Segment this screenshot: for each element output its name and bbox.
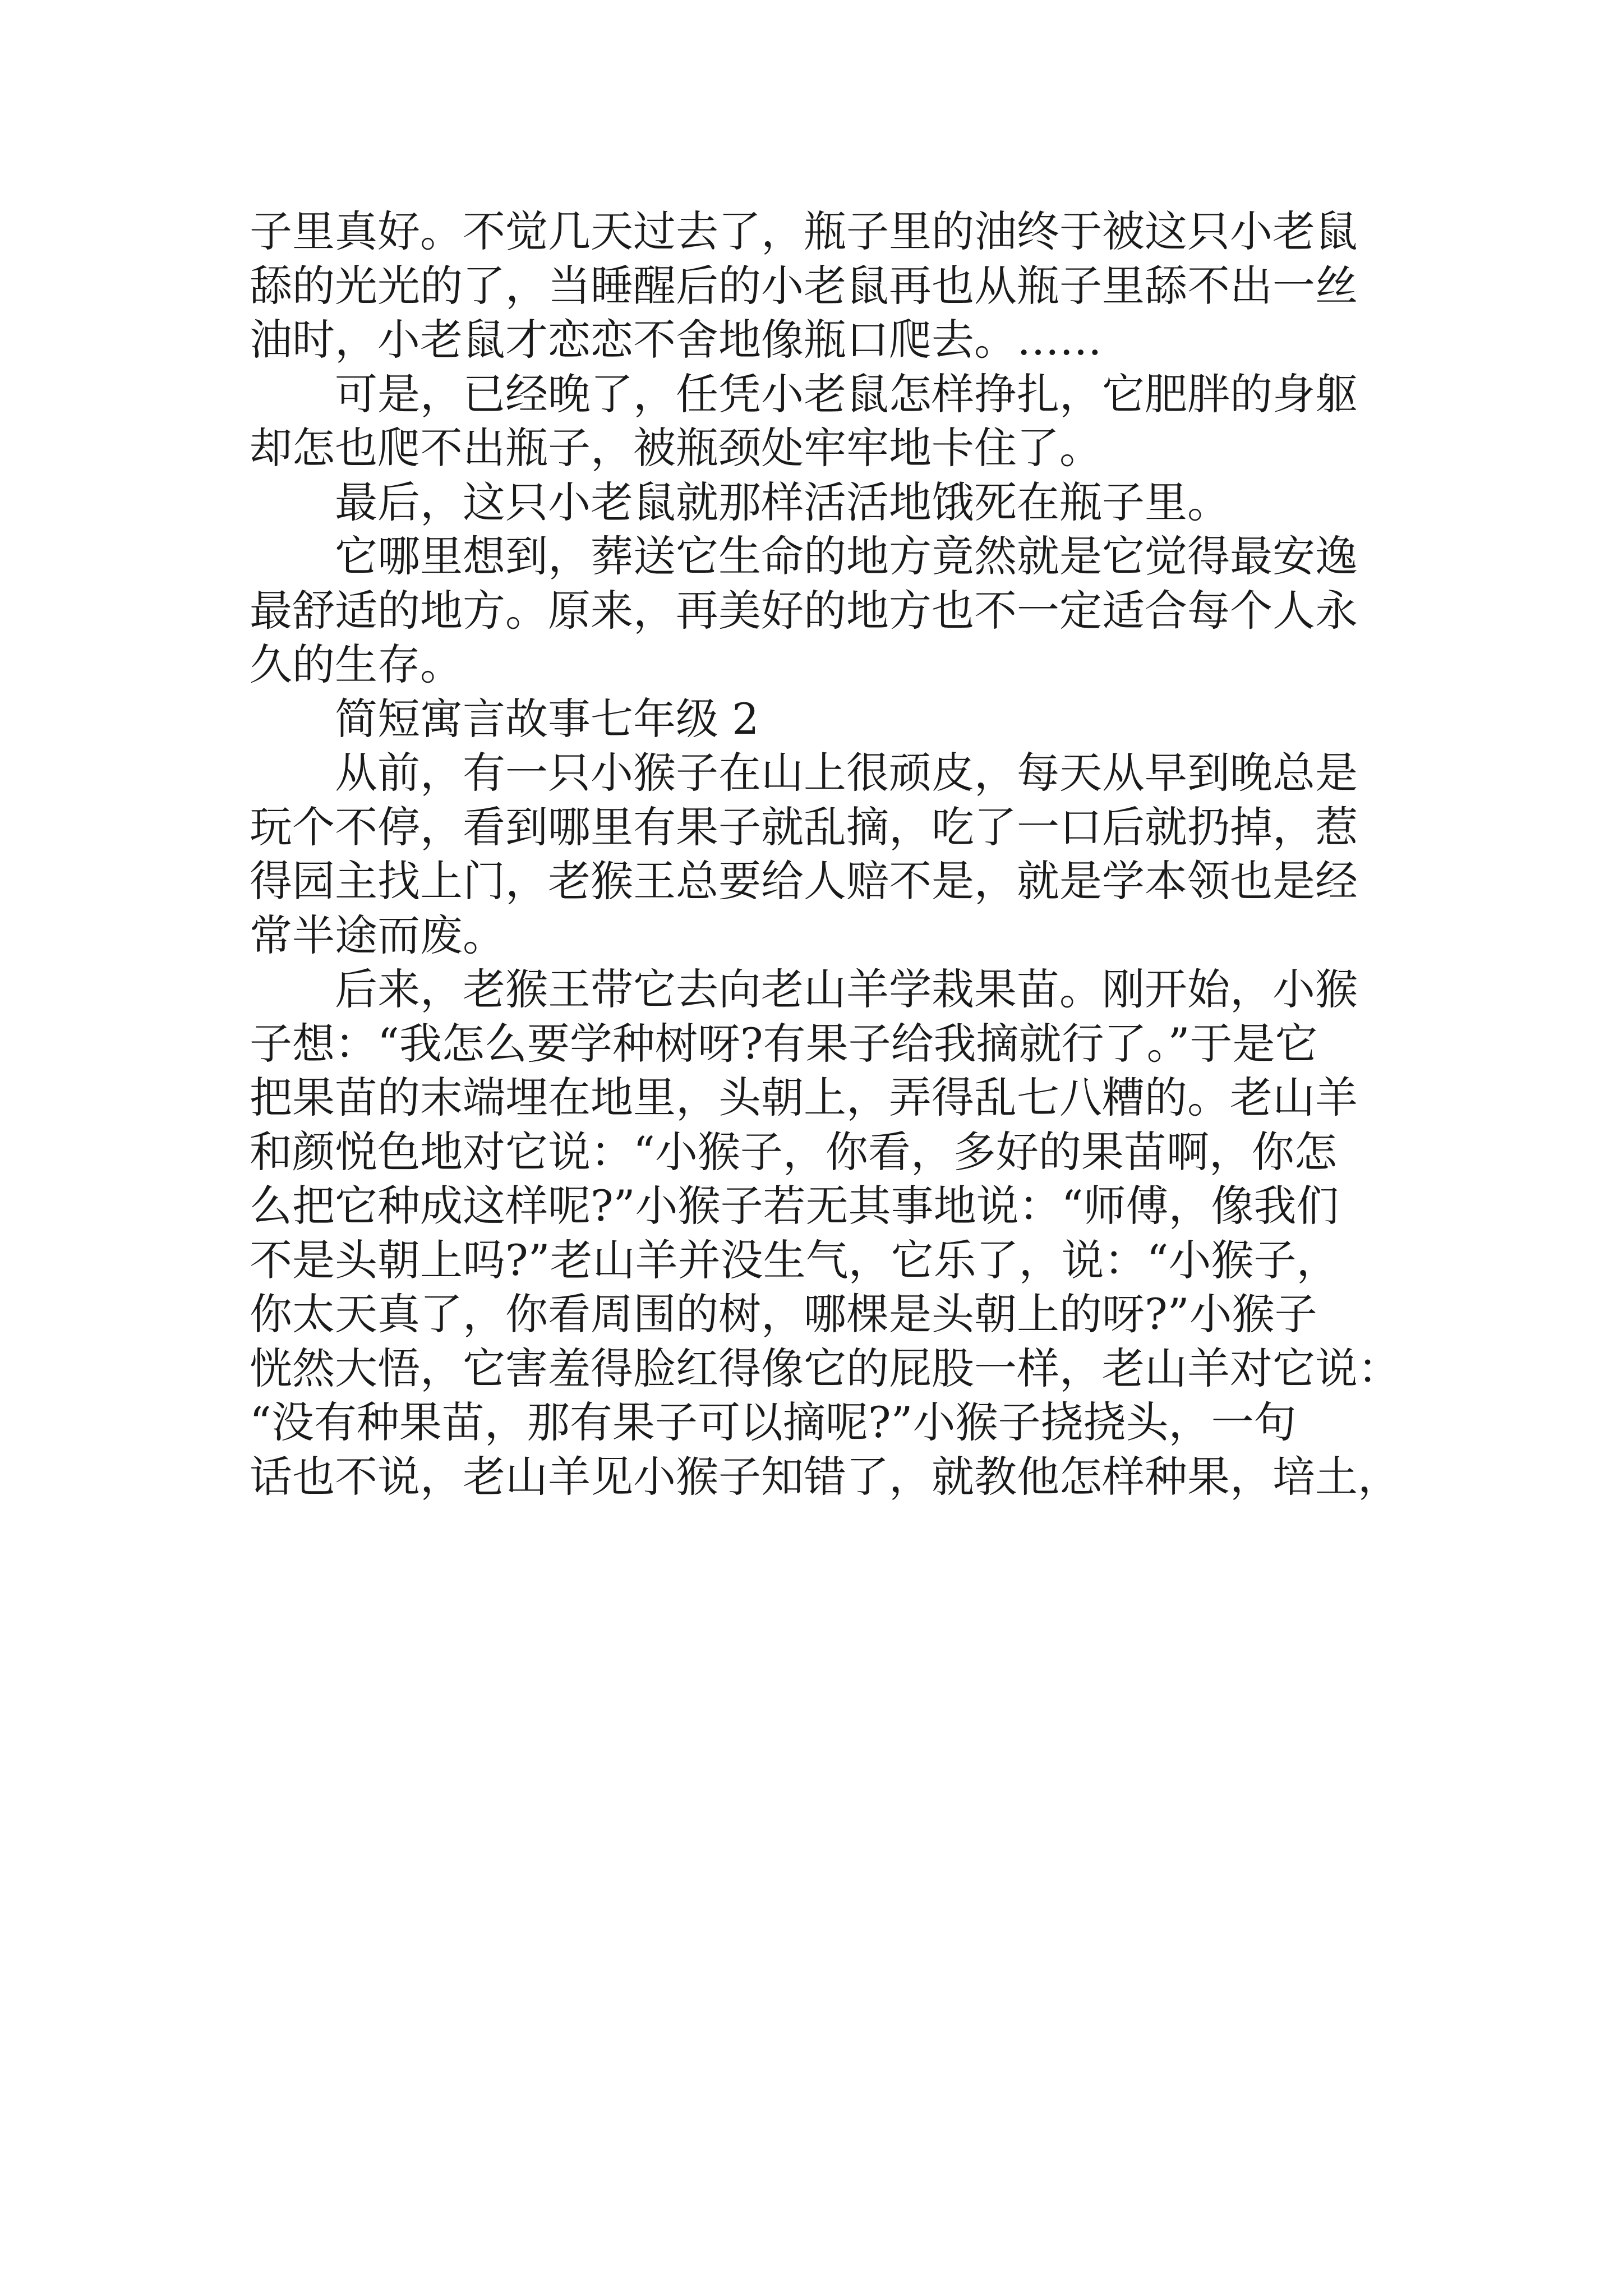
text-line: 最舒适的地方。原来，再美好的地方也不一定适合每个人永 [250, 585, 1358, 636]
document-body [250, 205, 1400, 1504]
text-line: 得园主找上门，老猴王总要给人赔不是，就是学本领也是经 [250, 856, 1358, 906]
text-line: 把果苗的末端埋在地里，头朝上，弄得乱七八糟的。老山羊 [250, 1073, 1358, 1122]
paragraph-first-line: 它哪里想到，葬送它生命的地方竟然就是它觉得最安逸 [335, 531, 1358, 581]
text-line: 不是头朝上吗?”老山羊并没生气，它乐了，说：“小猴子， [250, 1235, 1339, 1285]
text-line: 油时，小老鼠才恋恋不舍地像瓶口爬去。…… [250, 315, 1102, 365]
text-line: 久的生存。 [250, 639, 463, 689]
text-line: 你太天真了，你看周围的树，哪棵是头朝上的呀?”小猴子 [250, 1289, 1317, 1339]
paragraph-first-line: 可是，已经晚了，任凭小老鼠怎样挣扎，它肥胖的身躯 [335, 369, 1358, 419]
text-line: “没有种果苗，那有果子可以摘呢?”小猴子挠挠头，一句 [250, 1397, 1297, 1447]
paragraph-first-line: 简短寓言故事七年级 2 [335, 693, 759, 744]
text-line: 常半途而废。 [250, 910, 505, 960]
text-line: 子想：“我怎么要学种树呀?有果子给我摘就行了。”于是它 [250, 1018, 1318, 1069]
text-line: 子里真好。不觉几天过去了，瓶子里的油终于被这只小老鼠 [250, 206, 1358, 256]
paragraph-first-line: 最后，这只小老鼠就那样活活地饿死在瓶子里。 [335, 477, 1230, 527]
text-line: 话也不说，老山羊见小猴子知错了，就教他怎样种果，培土， [250, 1451, 1400, 1502]
paragraph-first-line: 后来，老猴王带它去向老山羊学栽果苗。刚开始，小猴 [335, 964, 1358, 1014]
text-line: 玩个不停，看到哪里有果子就乱摘，吃了一口后就扔掉，惹 [250, 802, 1358, 852]
text-line: 舔的光光的了，当睡醒后的小老鼠再也从瓶子里舔不出一丝 [250, 260, 1358, 311]
text-line: 么把它种成这样呢?”小猴子若无其事地说：“师傅，像我们 [250, 1181, 1339, 1231]
text-line: 却怎也爬不出瓶子，被瓶颈处牢牢地卡住了。 [250, 423, 1102, 473]
paragraph-first-line: 从前，有一只小猴子在山上很顽皮，每天从早到晚总是 [335, 748, 1358, 798]
text-line: 恍然大悟，它害羞得脸红得像它的屁股一样，老山羊对它说： [250, 1343, 1400, 1393]
text-line: 和颜悦色地对它说：“小猴子，你看，多好的果苗啊，你怎 [250, 1126, 1337, 1177]
